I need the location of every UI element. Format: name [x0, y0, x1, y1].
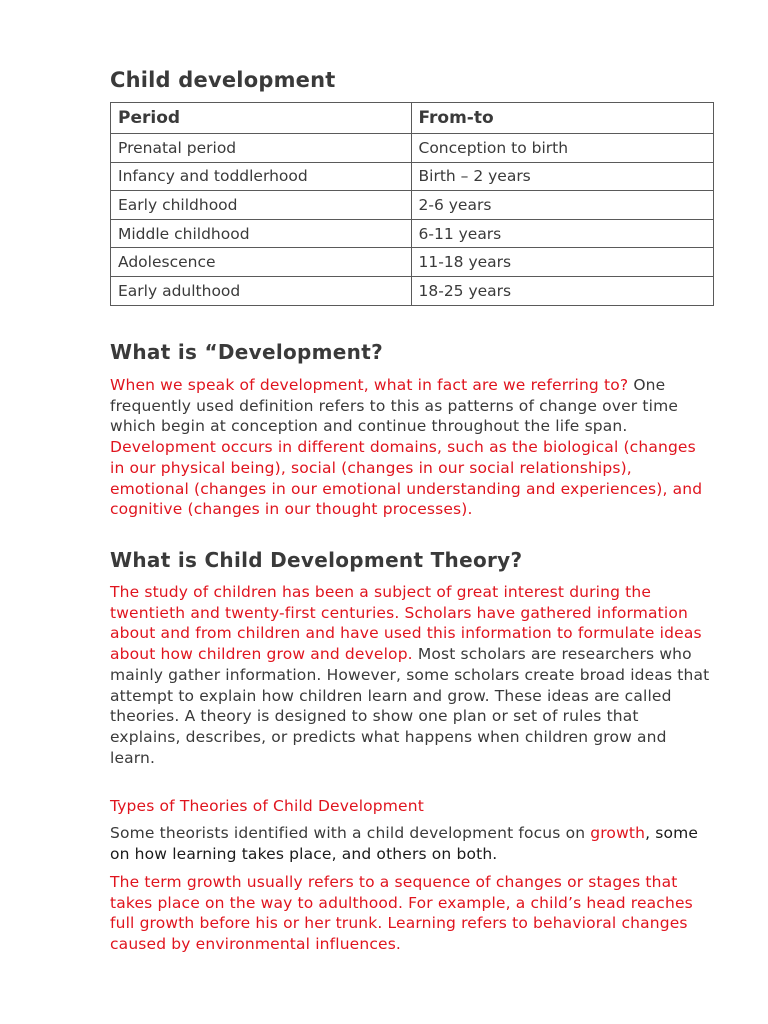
development-definition-text: One frequently used definition refers to this as patterns of change over time which begin at conception and continue throughout the life span. — [110, 376, 679, 436]
table-cell-range: Conception to birth — [411, 134, 714, 163]
section-heading-theory: What is Child Development Theory? — [110, 548, 523, 572]
document-title: Child development — [110, 68, 336, 92]
table-cell-range: 2-6 years — [411, 191, 714, 220]
table-row — [111, 219, 714, 248]
table-cell-period: Middle childhood — [111, 219, 412, 248]
table-header-from-to: From-to — [411, 103, 714, 134]
table-header-period: Period — [111, 103, 412, 134]
table-cell-period: Early childhood — [111, 191, 412, 220]
growth-term-text: growth — [590, 824, 646, 842]
theory-study-text: The study of children has been a subject of great interest during the twentieth and twenty-first centuries. Scholars have gathered information about and from children and have used this information to formulate ideas about how children grow and develop. — [110, 583, 702, 664]
growth-definition-paragraph: The term growth usually refers to a sequence of changes or stages that takes place on the way to adulthood. For example, a child’s head reaches full growth before his or her trunk. Learning refers to behavioral changes caused by environmental influences. — [110, 873, 693, 954]
table-cell-period: Early adulthood — [111, 276, 412, 305]
table-header-row — [111, 103, 714, 134]
table-cell-range: 18-25 years — [411, 276, 714, 305]
table-cell-period: Prenatal period — [111, 134, 412, 163]
table-row — [111, 276, 714, 305]
table-row — [111, 162, 714, 191]
table-cell-range: 6-11 years — [411, 219, 714, 248]
table-cell-period: Infancy and toddlerhood — [111, 162, 412, 191]
table-cell-period: Adolescence — [111, 248, 412, 277]
types-of-theories-subheading: Types of Theories of Child Development — [110, 797, 424, 815]
table-row — [111, 134, 714, 163]
table-cell-range: 11-18 years — [411, 248, 714, 277]
theory-paragraph — [110, 582, 714, 768]
table-cell-range: Birth – 2 years — [411, 162, 714, 191]
table-row — [111, 248, 714, 277]
section-heading-development: What is “Development? — [110, 340, 383, 364]
development-question-text: When we speak of development, what in fact are we referring to? — [110, 376, 629, 394]
development-domains-text: Development occurs in different domains, such as the biological (changes in our physical being), social (changes in our social relationships), emotional (changes in our emotional understanding and experiences), and cognitive (changes in our thought processes). — [110, 438, 703, 519]
theory-scholars-text: Most scholars are researchers who mainly gather information. However, some scholars create broad ideas that attempt to explain how children learn and grow. These ideas are called theories. A theory is designed to show one plan or set of rules that explains, describes, or predicts what happens when children grow and learn. — [110, 645, 710, 767]
theorists-intro-text: Some theorists identified with a child development focus on — [110, 824, 586, 842]
table-row — [111, 191, 714, 220]
development-paragraph — [110, 375, 714, 520]
theorists-paragraph — [110, 823, 714, 864]
development-periods-table — [110, 102, 714, 306]
theorists-rest-text: , some on how learning takes place, and others on both. — [110, 824, 699, 863]
